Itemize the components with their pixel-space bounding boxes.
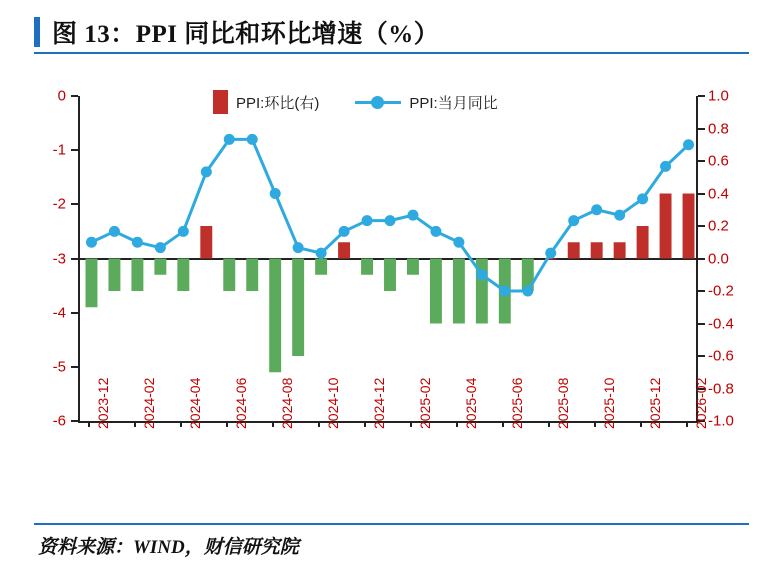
x-tick-label: 2023-12 (95, 377, 112, 429)
legend-label-line: PPI:当月同比 (409, 94, 498, 112)
figure-title-bar (34, 12, 749, 52)
x-tick (410, 421, 412, 427)
line-marker (293, 242, 304, 253)
x-tick-label: 2025-04 (462, 377, 479, 429)
x-tick (88, 421, 90, 427)
y-tick-label-right: 0.2 (708, 217, 729, 235)
x-tick (502, 421, 504, 427)
y-tick-right (698, 323, 705, 325)
y-tick-label-left: -2 (52, 195, 66, 213)
x-tick (548, 421, 550, 427)
x-tick-label: 2024-06 (233, 377, 250, 429)
y-tick-label-left: -5 (52, 358, 66, 376)
y-tick-label-right: -0.6 (708, 347, 734, 365)
x-tick-label: 2024-02 (141, 377, 158, 429)
x-tick (134, 421, 136, 427)
chart-container (38, 62, 744, 514)
y-tick-label-right: -0.8 (708, 380, 734, 397)
y-tick-right (698, 290, 705, 292)
line-marker (476, 269, 487, 280)
line-marker (224, 134, 235, 145)
legend-label-bar: PPI:环比(右) (236, 94, 320, 112)
x-tick (364, 421, 366, 427)
y-tick-label-left: -6 (52, 412, 66, 430)
title-divider (34, 52, 749, 54)
x-tick-label: 2024-08 (279, 377, 296, 429)
y-tick-left (71, 420, 78, 422)
x-tick (686, 421, 688, 427)
line-marker (316, 248, 327, 259)
line-marker (522, 286, 533, 297)
line-series-layer (80, 96, 700, 421)
y-tick-left (71, 312, 78, 314)
line-marker (178, 226, 189, 237)
y-tick-right (698, 258, 705, 260)
line-marker (637, 193, 648, 204)
y-tick-right (698, 193, 705, 195)
y-tick-right (698, 95, 705, 97)
y-tick-left (71, 203, 78, 205)
y-tick-left (71, 95, 78, 97)
y-tick-label-right: 0.8 (708, 120, 729, 137)
line-marker (499, 286, 510, 297)
y-tick-label-right: 0.6 (708, 152, 729, 170)
y-tick-right (698, 355, 705, 357)
title-accent-bar (34, 17, 40, 47)
line-marker (86, 237, 97, 248)
y-tick-label-right: -0.2 (708, 282, 734, 300)
line-marker (453, 237, 464, 248)
y-tick-right (698, 128, 705, 130)
y-tick-label-right: -0.4 (708, 315, 734, 332)
x-tick-label: 2025-08 (554, 377, 571, 429)
x-tick (456, 421, 458, 427)
x-tick (180, 421, 182, 427)
x-tick-label: 2024-10 (325, 377, 342, 429)
x-tick-label: 2024-04 (187, 377, 204, 429)
line-marker (109, 226, 120, 237)
source-note: 资料来源：WIND，财信研究院 (38, 537, 299, 558)
line-marker (545, 248, 556, 259)
line-marker (385, 215, 396, 226)
y-tick-label-left: -1 (52, 141, 66, 159)
x-tick-label: 2026-02 (692, 377, 709, 429)
y-tick-label-right: -1.0 (708, 412, 734, 430)
page-title: 图 13：PPI 同比和环比增速（%） (52, 21, 440, 48)
x-tick (318, 421, 320, 427)
line-marker (247, 134, 258, 145)
line-marker (591, 204, 602, 215)
x-tick-label: 2025-10 (600, 377, 617, 429)
y-tick-label-right: 0.4 (708, 185, 729, 202)
y-tick-left (71, 258, 78, 260)
x-tick (594, 421, 596, 427)
line-marker (362, 215, 373, 226)
line-marker (683, 139, 694, 150)
y-tick-label-right: 0.0 (708, 250, 729, 267)
line-marker (407, 210, 418, 221)
x-tick-label: 2024-12 (371, 377, 388, 429)
y-tick-label-right: 1.0 (708, 87, 729, 105)
x-tick (640, 421, 642, 427)
footer-divider (34, 523, 749, 525)
y-tick-right (698, 160, 705, 162)
x-tick-label: 2025-06 (508, 377, 525, 429)
line-marker (660, 161, 671, 172)
x-tick (226, 421, 228, 427)
y-tick-right (698, 225, 705, 227)
y-tick-left (71, 149, 78, 151)
line-marker (614, 210, 625, 221)
line-marker (155, 242, 166, 253)
y-tick-left (71, 366, 78, 368)
x-tick (272, 421, 274, 427)
y-tick-label-left: -4 (52, 304, 66, 322)
line-marker (339, 226, 350, 237)
line-marker (568, 215, 579, 226)
plot-area (78, 96, 698, 421)
line-marker (132, 237, 143, 248)
line-marker (270, 188, 281, 199)
y-tick-label-left: -3 (52, 250, 66, 267)
line-marker (201, 166, 212, 177)
x-tick-label: 2025-02 (416, 377, 433, 429)
y-tick-label-left: 0 (57, 87, 66, 105)
x-tick-label: 2025-12 (646, 377, 663, 429)
line-marker (430, 226, 441, 237)
